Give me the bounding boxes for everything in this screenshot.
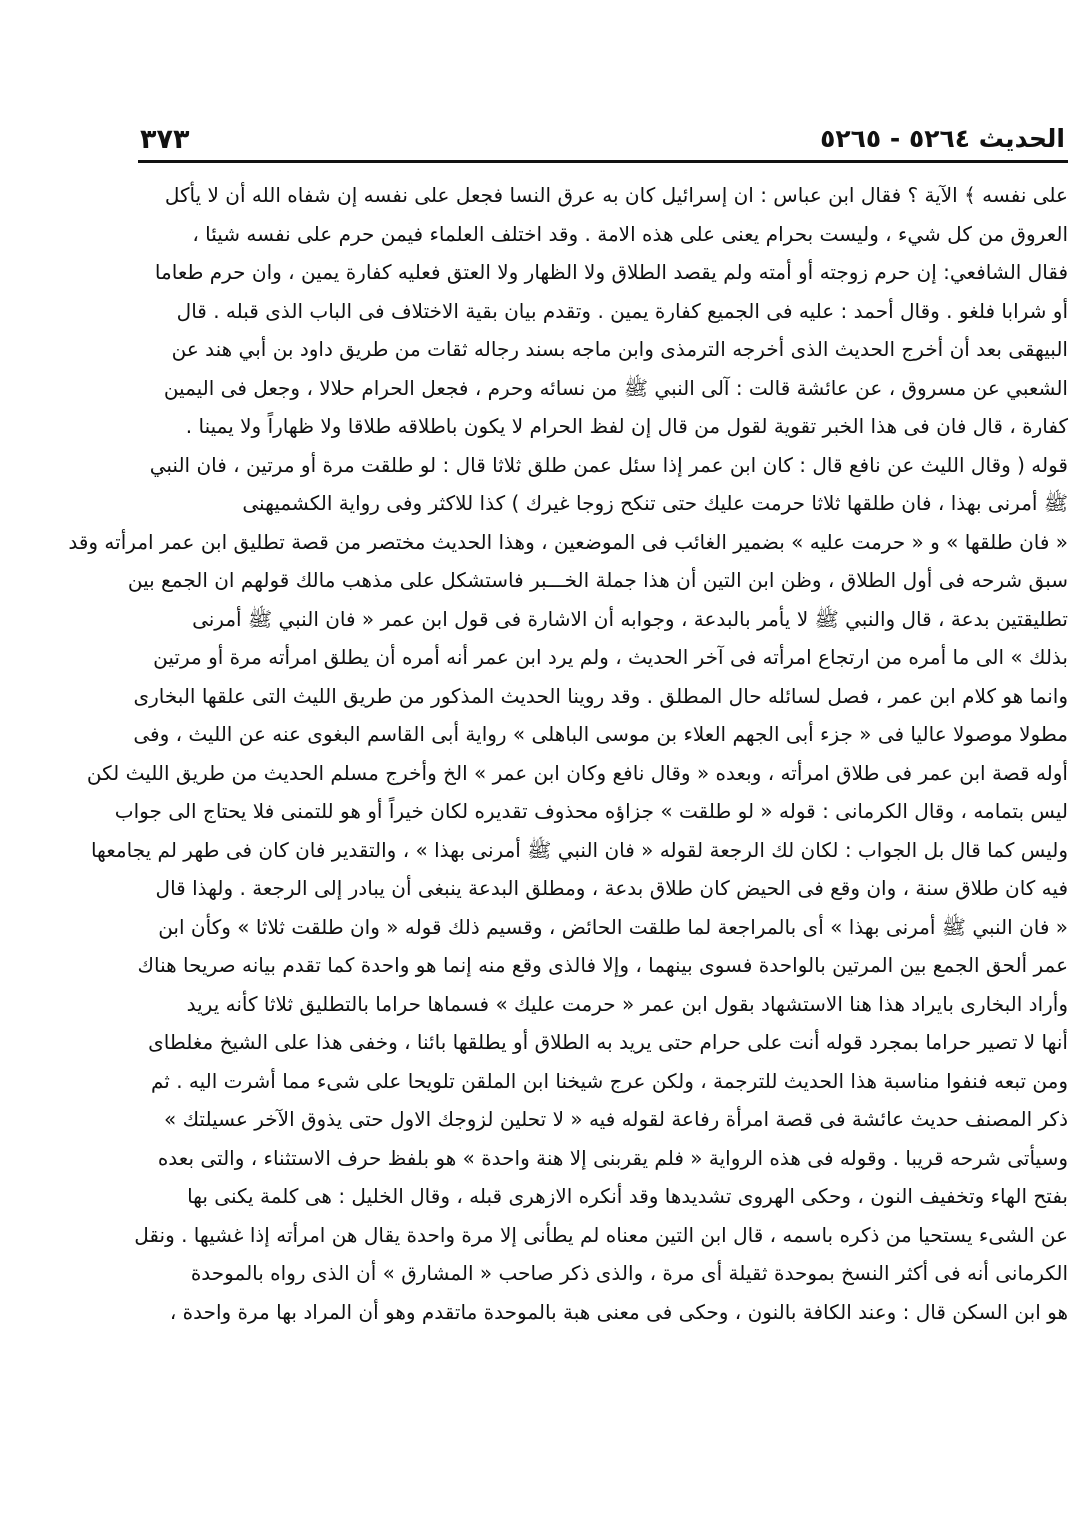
text-line: ومن تبعه فنفوا مناسبة هذا الحديث للترجمة ، ولكن عرج شيخنا ابن الملقن تلويحا على شىء مما أشرت اليه . ثم — [150, 1068, 1068, 1093]
text-line: ليس بتمامه ، وقال الكرمانى : قوله « لو طلقت » جزاؤه محذوف تقديره لكان خيراً أو هو للتمنى فلا يحتاج الى جواب — [114, 799, 1068, 823]
text-line: ﷺ أمرنى بهذا ، فان طلقها ثلاثا حرمت عليك حتى تنكح زوجا غيرك ) كذا للاكثر وفى رواية الكشميهنى — [242, 491, 1068, 515]
page-number: ٣٧٣ — [140, 124, 190, 155]
text-line: هو ابن السكن قال : وعند الكافة بالنون ، وحكى فى معنى هبة بالموحدة ماتقدم وهو أن المراد بها مرة واحدة ، — [169, 1299, 1068, 1324]
text-line: أوله قصة ابن عمر فى طلاق امرأته ، وبعده « وقال نافع وكان ابن عمر » الخ وأخرج مسلم الحديث من طريق الليث لكن — [86, 760, 1068, 785]
text-line: كفارة ، قال فان فى هذا الخبر تقوية لقول من قال إن لفظ الحرام لا يكون باطلاقه طلاقا ولا ظهاراً ولا يمينا . — [185, 414, 1068, 438]
text-line: وسيأتى شرحه قريبا . وقوله فى هذه الرواية « فلم يقربنى إلا هنة واحدة » هو بلفظ حرف الاستثناء ، والتى بعده — [157, 1145, 1068, 1170]
text-line: بفتح الهاء وتخفيف النون ، وحكى الهروى تشديدها وقد أنكره الازهرى قبله ، وقال الخليل : هى كلمة يكنى بها — [187, 1184, 1068, 1208]
text-line: عمر ألحق الجمع بين المرتين بالواحدة فسوى بينهما ، وإلا فالذى وقع منه إنما هو واحدة كما تقدم بيانه صريحا هناك — [137, 953, 1068, 977]
running-title: الحديث ٥٢٦٤ - ٥٢٦٥ — [820, 124, 1065, 153]
text-line: على نفسه ﴾ الآية ؟ فقال ابن عباس : ان إسرائيل كان به عرق النسا فجعل على نفسه إن شفاه الله أن لا يأكل — [164, 183, 1068, 207]
header-divider — [138, 160, 1068, 163]
text-line: فقال الشافعي: إن حرم زوجته أو أمته ولم يقصد الطلاق ولا الظهار ولا العتق فعليه كفارة يمين ، وان حرم طعاما — [154, 260, 1068, 284]
text-line: الشعبي عن مسروق ، عن عائشة قالت : آلى النبي ﷺ من نسائه وحرم ، فجعل الحرام حلالا ، وجعل فى اليمين — [163, 375, 1068, 400]
text-line: أنها لا تصير حراما بمجرد قوله أنت على حرام حتى يريد به الطلاق أو يطلقها بائنا ، وخفى هذا على الشيخ مغلطاى — [148, 1030, 1068, 1054]
text-line: مطولا موصولا عاليا فى « جزء أبى الجهم العلاء بن موسى الباهلى » رواية أبى القاسم البغوى عنه عن الليث ، وفى — [133, 722, 1068, 746]
text-line: « فان طلقها » و « حرمت عليه » بضمير الغائب فى الموضعين ، وهذا الحديث مختصر من قصة تطليق ابن عمر امرأته وقد — [68, 529, 1068, 554]
text-line: وانما هو كلام ابن عمر ، فصل لسائله حال المطلق . وقد روينا الحديث المذكور من طريق الليث التى علقها البخارى — [133, 683, 1068, 708]
text-line: فيه كان طلاق سنة ، وان وقع فى الحيض كان طلاق بدعة ، ومطلق البدعة ينبغى أن يبادر إلى الرجعة . ولهذا قال — [155, 876, 1068, 900]
text-line: الكرمانى أنه فى أكثر النسخ بموحدة ثقيلة أى مرة ، والذى ذكر صاحب « المشارق » أن الذى رواه بالموحدة — [190, 1261, 1068, 1285]
page-header — [140, 124, 1065, 158]
text-line: وليس كما قال بل الجواب : لكان لك الرجعة لقوله « فان النبي ﷺ أمرنى بهذا » ، والتقدير فان كان فى طهر لم يجامعها — [90, 837, 1068, 862]
text-line: العروق من كل شيء ، وليست بحرام يعنى على هذه الامة . وقد اختلف العلماء فيمن حرم على نفسه شيئا ، — [192, 221, 1068, 246]
text-line: عن الشىء يستحيا من ذكره باسمه ، قال ابن التين معناه لم يطأنى إلا مرة واحدة يقال هن امرأته إذا غشيها . ونقل — [134, 1222, 1068, 1247]
text-line: « فان النبي ﷺ أمرنى بهذا » أى بالمراجعة لما طلقت الحائض ، وقسيم ذلك قوله « وان طلقت ثلاثا » وكأن ابن — [158, 914, 1068, 939]
text-line: قوله ( وقال الليث عن نافع قال : كان ابن عمر إذا سئل عمن طلق ثلاثا قال : لو طلقت مرة أو مرتين ، فان النبي — [149, 452, 1068, 477]
text-line: سبق شرحه فى أول الطلاق ، وظن ابن التين أن هذا جملة الخـــبر فاستشكل على مذهب مالك قولهم ان الجمع بين — [127, 568, 1068, 592]
text-line: البيهقى بعد أن أخرج الحديث الذى أخرجه الترمذى وابن ماجه بسند رجاله ثقات من طريق داود بن أبي هند عن — [171, 337, 1068, 361]
body-text — [28, 176, 1068, 1331]
text-line: ذكر المصنف حديث عائشة فى قصة امرأة رفاعة لقوله فيه « لا تحلين لزوجك الاول حتى يذوق الآخر عسيلتك » — [163, 1107, 1068, 1131]
text-line: تطليقتين بدعة ، قال والنبي ﷺ لا يأمر بالبدعة ، وجوابه أن الاشارة فى قول ابن عمر « فان النبي ﷺ أمرنى — [192, 606, 1068, 631]
text-line: أو شرابا فلغو . وقال أحمد : عليه فى الجميع كفارة يمين . وتقدم بيان بقية الاختلاف فى الباب الذى قبله . قال — [176, 298, 1068, 323]
text-line: بذلك » الى ما أمره من ارتجاع امرأته فى آخر الحديث ، ولم يرد ابن عمر أنه أمره أن يطلق امرأته مرة أو مرتين — [153, 645, 1068, 669]
text-line: وأراد البخارى بايراد هذا هنا الاستشهاد بقول ابن عمر « حرمت عليك » فسماها حراما بالتطليق ثلاثا كأنه يريد — [186, 991, 1068, 1016]
